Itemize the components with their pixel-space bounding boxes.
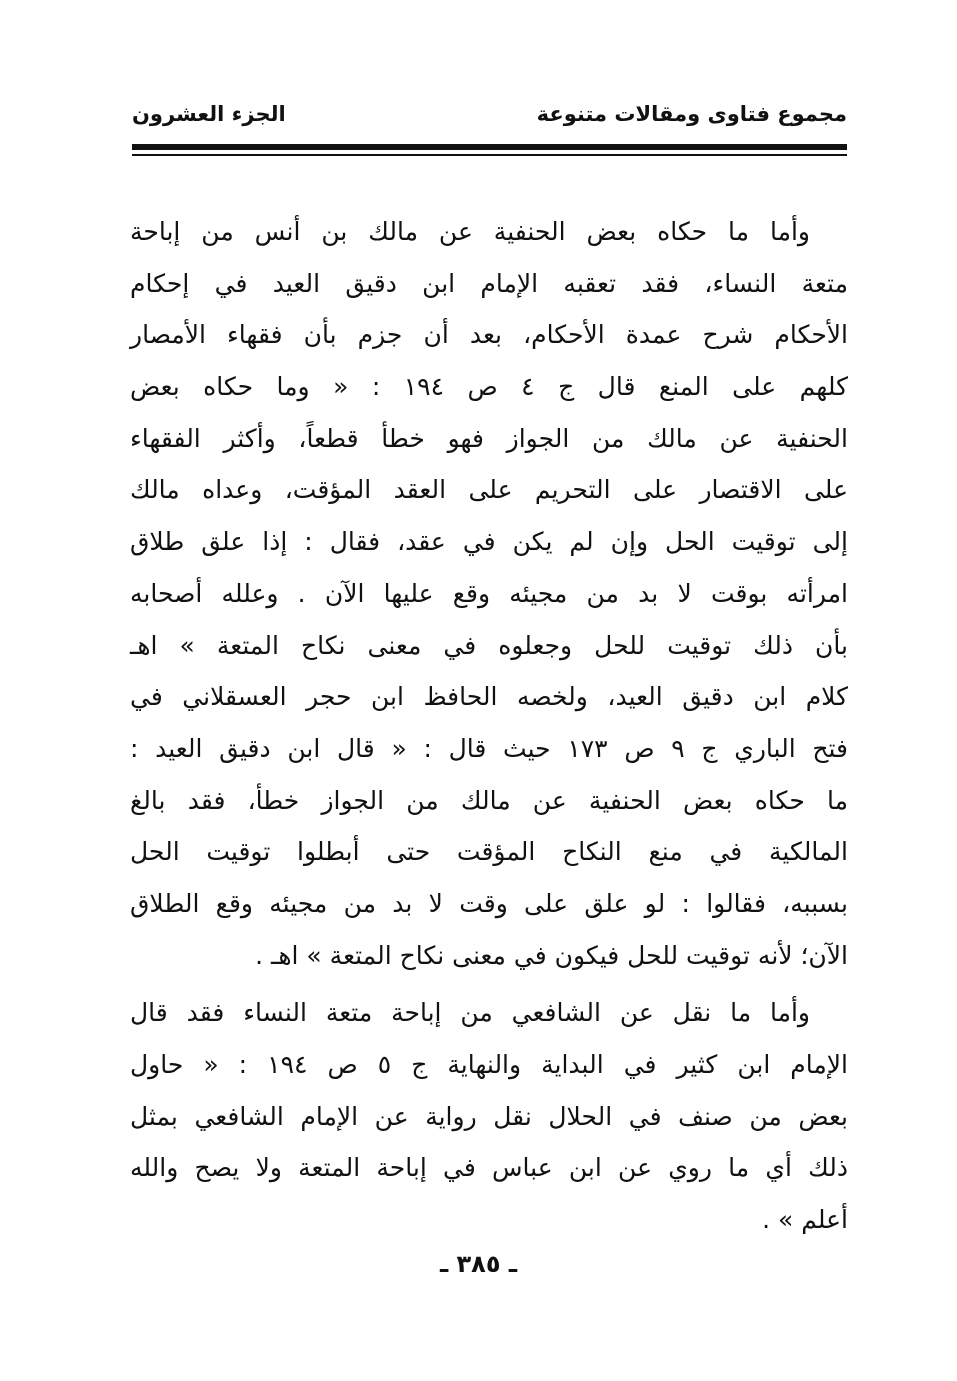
text-line: الآن؛ لأنه توقيت للحل فيكون في معنى نكاح المتعة » اهـ . xyxy=(255,940,848,970)
text-line: إلى توقيت الحل وإن لم يكن في عقد، فقال : إذا علق طلاق xyxy=(130,527,848,557)
header-rule-thick xyxy=(132,144,847,150)
text-line: المالكية في منع النكاح المؤقت حتى أبطلوا توقيت الحل xyxy=(130,837,848,867)
text-line: امرأته بوقت لا بد من مجيئه وقع عليها الآن . وعلله أصحابه xyxy=(130,578,848,608)
text-line: أعلم » . xyxy=(762,1205,848,1235)
text-line: بعض من صنف في الحلال نقل رواية عن الإمام الشافعي بمثل xyxy=(130,1101,848,1131)
text-line: كلام ابن دقيق العيد، ولخصه الحافظ ابن حجر العسقلاني في xyxy=(130,682,848,712)
text-line: ما حكاه بعض الحنفية عن مالك من الجواز خطأ، فقد بالغ xyxy=(130,785,848,815)
header-rule-thin xyxy=(132,154,847,156)
paragraph-1 xyxy=(130,206,848,981)
text-line: متعة النساء، فقد تعقبه الإمام ابن دقيق العيد في إحكام xyxy=(130,268,848,298)
text-line: الحنفية عن مالك من الجواز فهو خطأ قطعاً، وأكثر الفقهاء xyxy=(130,423,848,453)
book-title: مجموع فتاوى ومقالات متنوعة xyxy=(536,102,847,126)
text-line: بأن ذلك توقيت للحل وجعلوه في معنى نكاح المتعة » اهـ xyxy=(130,630,848,660)
page-number: ـ ٣٨٥ ـ xyxy=(439,1250,518,1278)
text-line: الأحكام شرح عمدة الأحكام، بعد أن جزم بأن فقهاء الأمصار xyxy=(130,320,848,350)
text-line: الإمام ابن كثير في البداية والنهاية ج ٥ ص ١٩٤ : « حاول xyxy=(130,1050,848,1079)
page-header xyxy=(132,96,847,136)
text-line: كلهم على المنع قال ج ٤ ص ١٩٤ : « وما حكاه بعض xyxy=(130,372,849,402)
text-line: على الاقتصار على التحريم على العقد المؤقت، وعداه مالك xyxy=(130,475,848,505)
text-line: ذلك أي ما روي عن ابن عباس في إباحة المتعة ولا يصح والله xyxy=(130,1153,848,1183)
part-title: الجزء العشرون xyxy=(132,102,286,126)
text-line: بسببه، فقالوا : لو علق على وقت لا بد من مجيئه وقع الطلاق xyxy=(130,888,848,918)
text-line: وأما ما نقل عن الشافعي من إباحة متعة النساء فقد قال xyxy=(130,998,810,1028)
body-text xyxy=(130,206,848,1246)
paragraph-2 xyxy=(130,987,848,1245)
text-line: وأما ما حكاه بعض الحنفية عن مالك بن أنس من إباحة xyxy=(130,217,810,246)
text-line: فتح الباري ج ٩ ص ١٧٣ حيث قال : « قال ابن دقيق العيد : xyxy=(130,733,849,763)
